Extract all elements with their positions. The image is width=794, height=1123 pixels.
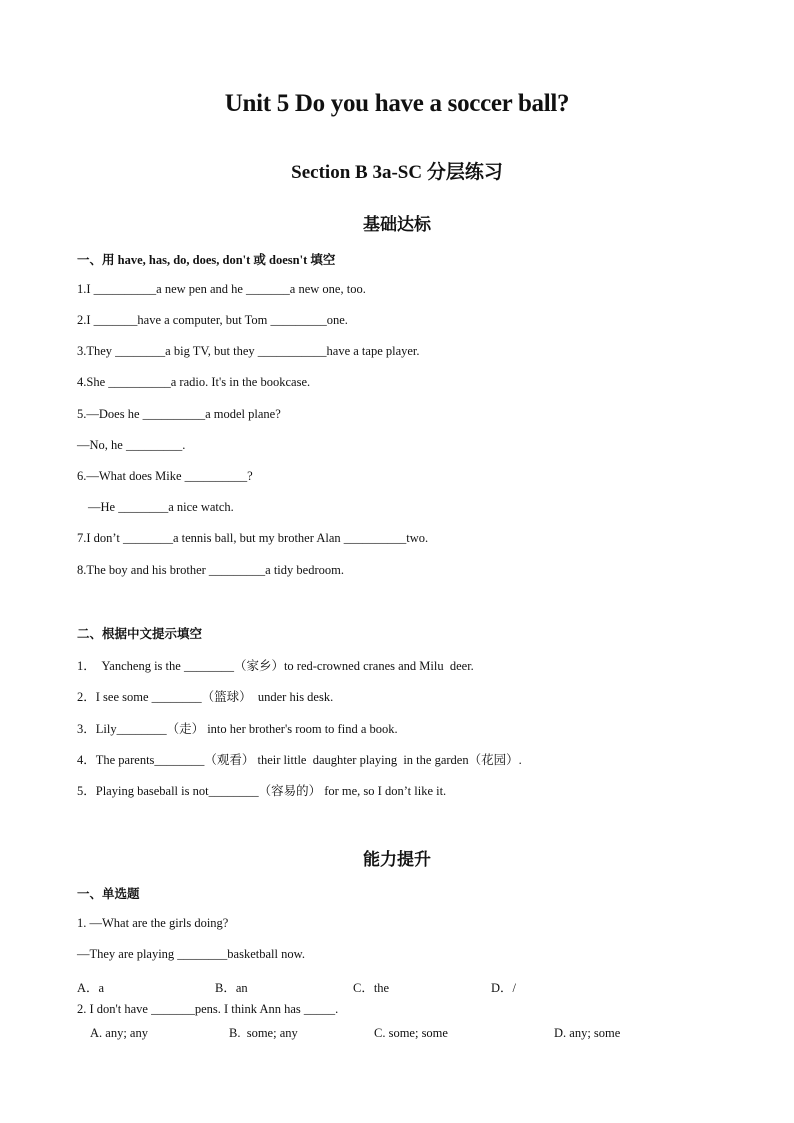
page-subtitle: Section B 3a-SC 分层练习 [291, 162, 503, 183]
exercise-line: 6.—What does Mike __________? [77, 469, 253, 483]
option-d: D．/ [491, 981, 517, 995]
question-stem: 1. —What are the girls doing? [77, 916, 229, 930]
option-b: B．an [215, 981, 248, 995]
option-c: C. some; some [374, 1026, 448, 1040]
exercise-line: 7.I don’t ________a tennis ball, but my brother Alan __________two. [77, 531, 429, 545]
exercise-line: 1． Yancheng is the ________（家乡）to red-crowned cranes and Milu deer. [77, 659, 474, 673]
exercise-line: 4.She __________a radio. It's in the bookcase. [77, 375, 311, 389]
level-heading-basic: 基础达标 [363, 215, 431, 234]
page-title: Unit 5 Do you have a soccer ball? [224, 90, 570, 117]
section-title-multiple-choice: 一、单选题 [77, 887, 140, 901]
section-title-chinese-hints: 二、根据中文提示填空 [77, 627, 203, 641]
section-title-fill-verbs: 一、用 have, has, do, does, don't 或 doesn't 填空 [77, 253, 336, 267]
question-stem: —They are playing ________basketball now. [77, 947, 305, 961]
level-heading-advanced: 能力提升 [363, 850, 431, 869]
option-d: D. any; some [554, 1026, 621, 1040]
exercise-line: 3．Lily________（走） into her brother's room to find a book. [77, 722, 398, 736]
question-stem: 2. I don't have _______pens. I think Ann has _____. [77, 1002, 339, 1016]
option-b: B. some; any [229, 1026, 298, 1040]
exercise-line: 1.I __________a new pen and he _______a new one, too. [77, 282, 366, 296]
exercise-line: —He ________a nice watch. [88, 500, 234, 514]
exercise-line: 5.—Does he __________a model plane? [77, 407, 281, 421]
exercise-line: 3.They ________a big TV, but they ___________have a tape player. [77, 344, 420, 358]
question-options [90, 1026, 710, 1044]
question-options [77, 978, 697, 996]
exercise-line: 8.The boy and his brother _________a tidy bedroom. [77, 563, 344, 577]
exercise-line: 2．I see some ________（篮球） under his desk. [77, 690, 334, 704]
option-a: A．a [77, 981, 105, 995]
option-c: C．the [353, 981, 390, 995]
exercise-line: 4．The parents________（观看） their little daughter playing in the garden（花园）. [77, 753, 522, 767]
exercise-line: 2.I _______have a computer, but Tom _________one. [77, 313, 348, 327]
option-a: A. any; any [90, 1026, 148, 1040]
exercise-line: 5．Playing baseball is not________（容易的） for me, so I don’t like it. [77, 784, 447, 798]
exercise-line: —No, he _________. [77, 438, 186, 452]
